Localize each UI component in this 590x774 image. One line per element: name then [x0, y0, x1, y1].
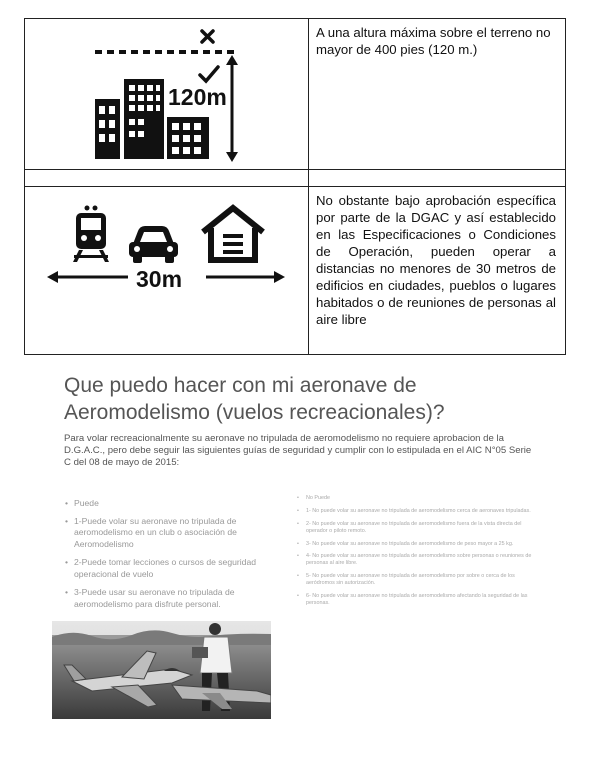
distance-limit-label: 30m: [136, 266, 183, 292]
list-item: • 5- No puede volar su aeronave no tripulada de aeromodelismo por sobre o cerca de los aeródromos sin autorización.: [306, 573, 536, 588]
table-row-divider: [25, 169, 565, 170]
section-heading: Que puedo hacer con mi aeronave de Aeromodelismo (vuelos recreacionales)?: [64, 374, 445, 424]
list-item: • 1- No puede volar su aeronave no tripulada de aeromodelismo cerca de aeronaves tripuladas.: [306, 508, 536, 515]
section-intro: Para volar recreacionalmente su aeronave no tripulada de aeromodelismo no requiere aprobacion de la D.G.A.C., pero debe seguir las siguientes guías de seguridad y cumplir con lo estipulada en el AIC N°05 Serie C del 08 de mayo de 2015:: [64, 433, 532, 468]
list-item: • 3- No puede volar su aeronave no tripulada de aeromodelismo de peso mayor a 25 kg.: [306, 541, 536, 548]
rules-table: [24, 18, 566, 355]
list-item: • 1-Puede volar su aeronave no tripulada de aeromodelismo en un club o asociación de Aeromodelismo: [74, 516, 284, 551]
car-icon: [129, 226, 178, 263]
model-aircraft-photo: [52, 621, 271, 719]
list-item: • 2- No puede volar su aeronave no tripulada de aeromodelismo fuera de la vista directa del operador o piloto remoto.: [306, 521, 536, 536]
list-item: • 3-Puede usar su aeronave no tripulada de aeromodelismo para disfrute personal.: [74, 587, 284, 610]
height-limit-label: 120m: [168, 84, 227, 110]
height-limit-text: A una altura máxima sobre el terreno no mayor de 400 pies (120 m.): [316, 25, 551, 57]
can-list: [64, 498, 284, 617]
cannot-list-title: • No Puede: [306, 495, 536, 502]
cannot-list: [296, 495, 536, 612]
height-limit-illustration: [25, 19, 308, 169]
list-item: • 6- No puede volar su aeronave no tripulada de aeromodelismo afectando la seguridad de las personas.: [306, 593, 536, 608]
buildings-icon: [25, 19, 308, 169]
list-item: • 4- No puede volar su aeronave no tripulada de aeromodelismo sobre personas o reuniones de personas al aire libre.: [306, 553, 536, 568]
distance-limit-text: No obstante bajo aprobación específica por parte de la DGAC y así establecido en las Especificaciones o Condiciones de Operación, pueden operar a distancias no menores de 30 metros de edificios en ciudades, pueblos o lugares habitados o de reuniones de personas al aire libre: [316, 193, 556, 327]
can-list-title: • Puede: [74, 498, 284, 510]
train-icon: [73, 206, 109, 263]
list-item: • 2-Puede tomar lecciones o cursos de seguridad operacional de vuelo: [74, 557, 284, 580]
